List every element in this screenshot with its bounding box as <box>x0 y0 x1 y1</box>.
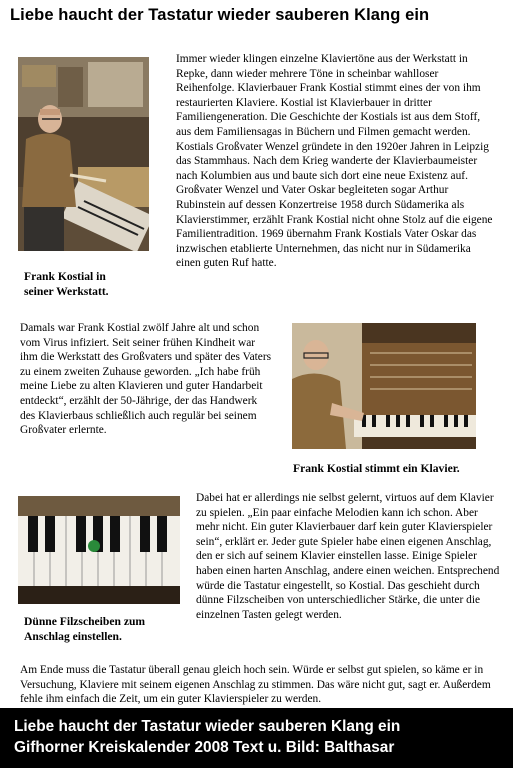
article-paragraph-4: Am Ende muss die Tastatur überall genau gleich hoch sein. Würde er selbst gut spielen, so käme er in Versuchung, Klaviere mit seinem eigenen Anschlag zu stimmen. Das wäre nicht gut, sagt er. Außerdem fehle ihm einfach die Zeit, um ein guter Klavierspieler zu werden. <box>20 664 491 706</box>
tuning-piano-photo <box>292 323 476 449</box>
piano-keys-photo-image <box>18 496 180 604</box>
workshop-photo-image <box>18 57 149 251</box>
article-paragraph-1: Immer wieder klingen einzelne Klaviertöne aus der Werkstatt in Repke, dann wieder mehrere Töne in scheinbar wahlloser Reihenfolge. Klavierbauer Frank Kostial stimmt eines der von ihm restaurierten Klaviere. Kostial ist Klavierbauer in dritter Familiengeneration. Die Geschichte der Kostials ist aus dem Stoff, aus dem Familiensagas in Büchern und Filmen gemacht werden. Kostials Großvater Wenzel gründete in den 1920er Jahren in Leipzig das Stammhaus. Nach dem Krieg wanderte der Klavierbaumeister nach Kolumbien aus und baute sich dort eine neue Existenz auf. Großvater Wenzel und Vater Oskar begleiteten sogar Arthur Rubinstein auf dessen Konzertreise 1958 durch Südamerika als Klavierstimmer, erzählt Frank Kostial nicht ohne Stolz auf die eigene Familientradition. 1969 übernahm Frank Kostials Vater Oskar das inzwischen etablierte Unternehmen, das nicht nur in Südamerika einen guten Ruf hatte. <box>176 53 493 270</box>
footer-banner <box>0 708 513 768</box>
caption-tuning: Frank Kostial stimmt ein Klavier. <box>293 462 460 475</box>
article-paragraph-3: Dabei hat er allerdings nie selbst gelernt, virtuos auf dem Klavier zu spielen. „Ein paar einfache Melodien kann ich schon. Aber mehr nicht. Ein guter Klavierbauer darf kein guter Klavierspieler sein“, erklärt er. Jeder gute Spieler habe einen eigenen Anschlag, den er sich auf seinem Klavier einstellen lasse. Einige Spieler haben einen harten Anschlag, andere einen weichen. Entsprechend würde die Tastatur eingestellt, so Kostial. Das geschieht durch dünne Filzscheiben von unterschiedlicher Stärke, die unter die einzelnen Tasten gelegt werden. <box>196 492 500 621</box>
tuning-piano-photo-image <box>292 323 476 449</box>
workshop-photo <box>18 57 149 251</box>
footer-title: Liebe haucht der Tastatur wieder sauberen Klang ein <box>14 718 401 735</box>
footer-credit: Gifhorner Kreiskalender 2008 Text u. Bild: Balthasar <box>14 739 395 756</box>
page-title: Liebe haucht der Tastatur wieder sauberen Klang ein <box>10 6 430 24</box>
caption-workshop: Frank Kostial in seiner Werkstatt. <box>24 270 109 298</box>
caption-felt-discs: Dünne Filzscheiben zum Anschlag einstellen. <box>24 615 146 643</box>
piano-keys-photo <box>18 496 180 604</box>
article-paragraph-2: Damals war Frank Kostial zwölf Jahre alt und schon vom Virus infiziert. Seit seiner frühen Kindheit war ihm die Werkstatt des Großvaters und später des Vaters zu einem zweiten Zuhause geworden. „Ich habe früh meine Liebe zu alten Klavieren und guter Handarbeit entdeckt“, erzählt der 50-Jährige, der das Handwerk des Klavierbaus schließlich auch regulär bei seinem Großvater erlernte. <box>20 322 272 437</box>
